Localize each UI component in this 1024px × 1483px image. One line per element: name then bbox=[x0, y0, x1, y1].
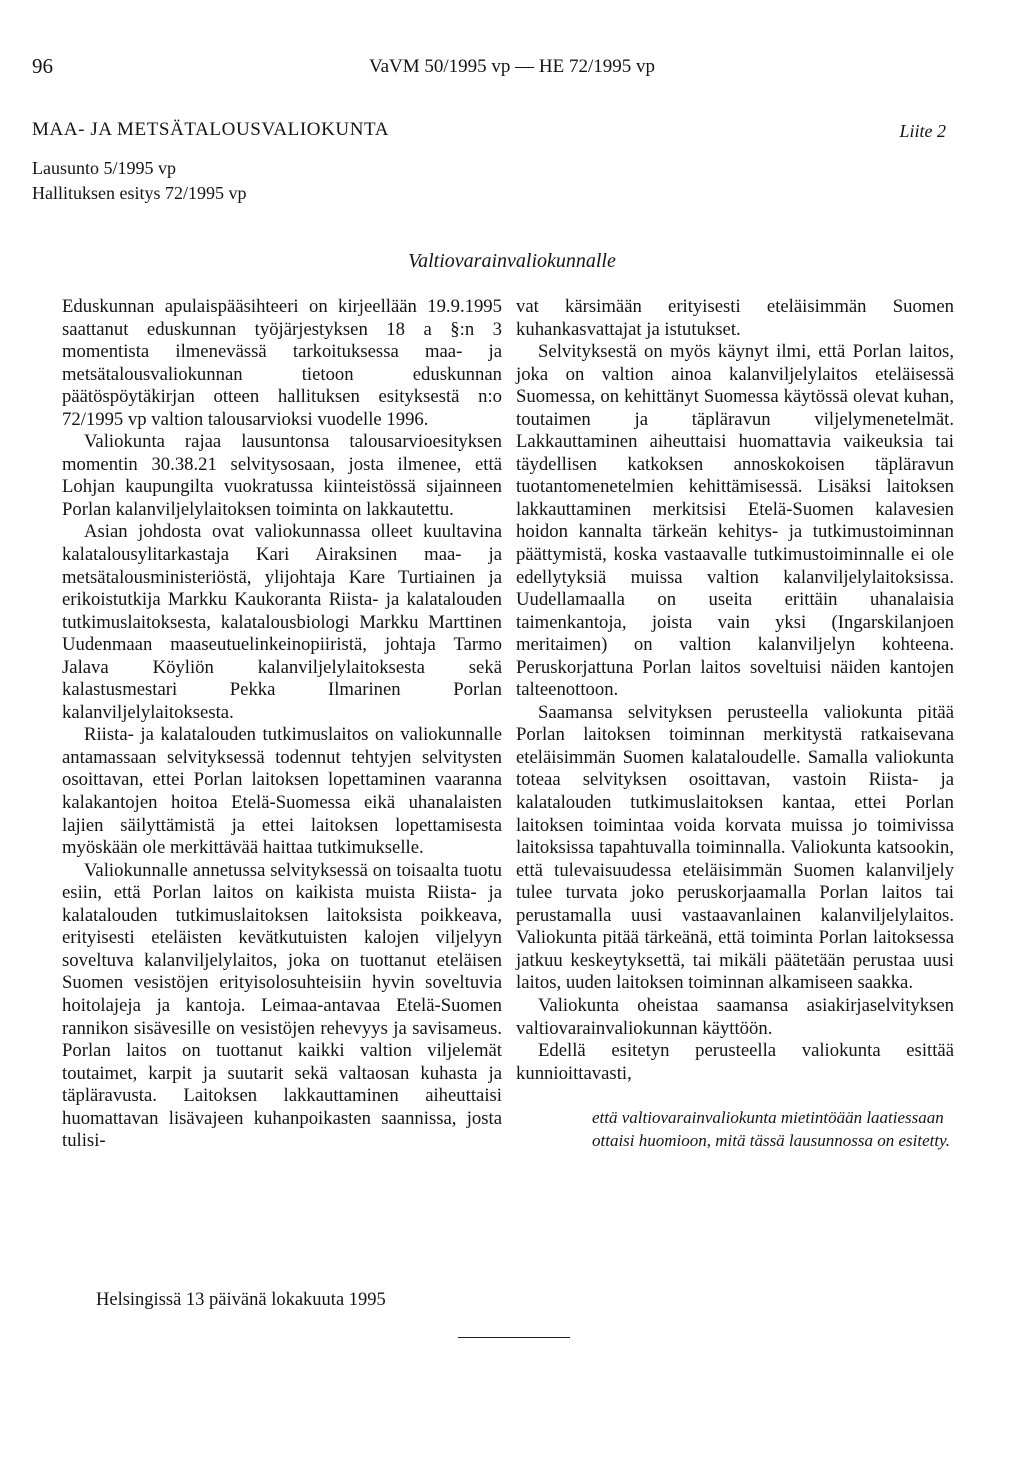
appendix-label: Liite 2 bbox=[899, 121, 946, 141]
document-reference: VaVM 50/1995 vp — HE 72/1995 vp bbox=[368, 56, 656, 77]
paragraph: Asian johdosta ovat valiokunnassa olleet kuultavina kalatalousylitarkastaja Kari Airaksinen maa- ja metsätalousministeriöstä, ylijohtaja Kare Turtiainen ja erikoistutkija Markku Kaukoranta Riista- ja kalatalouden tutkimuslaitoksesta, kalatalousbiologi Markku Marttinen Uudenmaan maaseutuelinkeinopiiristä, johtaja Tarmo Jalava Köyliön kalanviljelylaitoksesta sekä kalastusmestari Pekka Ilmarinen Porlan kalanviljelylaitoksesta. bbox=[62, 521, 502, 723]
proposal-statement: että valtiovarainvaliokunta mietintöään laatiessaan ottaisi huomioon, mitä tässä lausunnossa on esitetty. bbox=[592, 1108, 950, 1150]
paragraph: Saamansa selvityksen perusteella valiokunta pitää Porlan laitoksen toiminnan merkitystä ratkaisevana eteläisimmän Suomen kalataloudelle. Samalla valiokunta toteaa selvityksen osoittavan, vastoin Riista- ja kalatalouden tutkimuslaitoksen kantaa, ettei Porlan laitoksen toimintaa voida korvata muissa jo toimivissa laitoksissa tapahtuvalla toiminnalla. Valiokunta katsookin, että tulevaisuudessa eteläisimmän Suomen kalanviljely tulee turvata joko peruskorjaamalla Porlan laitos tai perustamalla uusi vastaavanlainen kalanviljelylaitos. Valiokunta pitää tärkeänä, että toiminta Porlan laitoksessa jatkuu keskeytyksettä, tai mikäli päätetään perustaa uusi laitos, uuden laitoksen toiminnan alkamiseen saakka. bbox=[516, 701, 954, 994]
statement-reference: Lausunto 5/1995 vp bbox=[32, 158, 176, 178]
recipient-heading: Valtiovarainvaliokunnalle bbox=[408, 250, 616, 272]
place-and-date: Helsingissä 13 päivänä lokakuuta 1995 bbox=[96, 1290, 386, 1310]
right-text-column bbox=[516, 296, 954, 1152]
left-text-column bbox=[62, 296, 502, 1153]
page-number: 96 bbox=[32, 54, 53, 78]
paragraph: Edellä esitetyn perusteella valiokunta esittää kunnioittavasti, bbox=[516, 1040, 954, 1084]
bill-reference: Hallituksen esitys 72/1995 vp bbox=[32, 183, 247, 203]
end-rule bbox=[458, 1337, 570, 1338]
paragraph: vat kärsimään erityisesti eteläisimmän Suomen kuhankasvattajat ja istutukset. bbox=[516, 296, 954, 340]
committee-name: MAA- JA METSÄTALOUSVALIOKUNTA bbox=[32, 119, 390, 140]
paragraph: Valiokunta rajaa lausuntonsa talousarvioesityksen momentin 30.38.21 selvitysosaan, josta ilmenee, että Lohjan kaupungilta vuokratussa kiinteistössä sijainneen Porlan kalanviljelylaitoksen toiminta on lakkautettu. bbox=[62, 431, 502, 520]
paragraph: Riista- ja kalatalouden tutkimuslaitos on valiokunnalle antamassaan selvityksessä todennut tehtyjen selvitysten osoittavan, ettei Porlan laitoksen lopettaminen vaaranna kalakantojen hoitoa Etelä-Suomessa eikä uhanalaisten lajien säilyttämistä ja ettei laitoksen lopettamisesta myöskään ole merkittävää haittaa tutkimukselle. bbox=[62, 724, 502, 859]
paragraph: Eduskunnan apulaispääsihteeri on kirjeellään 19.9.1995 saattanut eduskunnan työjärjestyksen 18 a §:n 3 momentista ilmenevässä tarkoituksessa maa- ja metsätalousvaliokunnan tietoon eduskunnan päätöspöytäkirjan otteen hallituksen esityksestä n:o 72/1995 vp valtion talousarvioksi vuodelle 1996. bbox=[62, 296, 502, 430]
paragraph: Selvityksestä on myös käynyt ilmi, että Porlan laitos, joka on valtion ainoa kalanviljelylaitos eteläisessä Suomessa, on kehittänyt Suomessa käytössä olevat kuhan, toutaimen ja täpläravun viljelymenetelmät. Lakkauttaminen aiheuttaisi huomattavia vaikeuksia tai täydellisen katkoksen annoskokoisen täpläravun tuotantomenetelmien kehittämisessä. Lisäksi laitoksen lakkauttaminen merkitsisi Etelä-Suomen kalavesien hoidon kannalta tärkeän kehitys- ja tutkimustoiminnan päättymistä, koska vastaavalle tutkimustoiminnalle ei ole edellytyksiä muissa valtion kalanviljelylaitoksissa. Uudellamaalla on useita erittäin uhanalaisia taimenkantoja, joista vain yksi (Ingarskilanjoen meritaimen) on valtion kalanviljelyn kohteena. Peruskorjattuna Porlan laitos soveltuisi näiden kantojen talteenottoon. bbox=[516, 341, 954, 701]
paragraph: Valiokunnalle annetussa selvityksessä on toisaalta tuotu esiin, että Porlan laitos on kaikista muista Riista- ja kalatalouden tutkimuslaitoksen laitoksista poikkeava, erityisesti eteläisten kevätkutuisten kalojen viljelyyn soveltuva kalanviljelylaitos, joka on tuottanut eteläisen Suomen vesistöjen erityisolosuhteisiin hyvin soveltuvia hoitolajeja ja kantoja. Leimaa-antavaa Etelä-Suomen rannikon sisävesille on vesistöjen rehevyys ja savisameus. Porlan laitos on tuottanut kaikki valtion viljelemät toutaimet, karpit ja suutarit sekä valtaosan kuhasta ja täpläravusta. Laitoksen lakkauttaminen aiheuttaisi huomattavan lisävajeen kuhanpoikasten saannissa, josta tulisi- bbox=[62, 859, 502, 1152]
paragraph: Valiokunta oheistaa saamansa asiakirjaselvityksen valtiovarainvaliokunnan käyttöön. bbox=[516, 994, 954, 1039]
